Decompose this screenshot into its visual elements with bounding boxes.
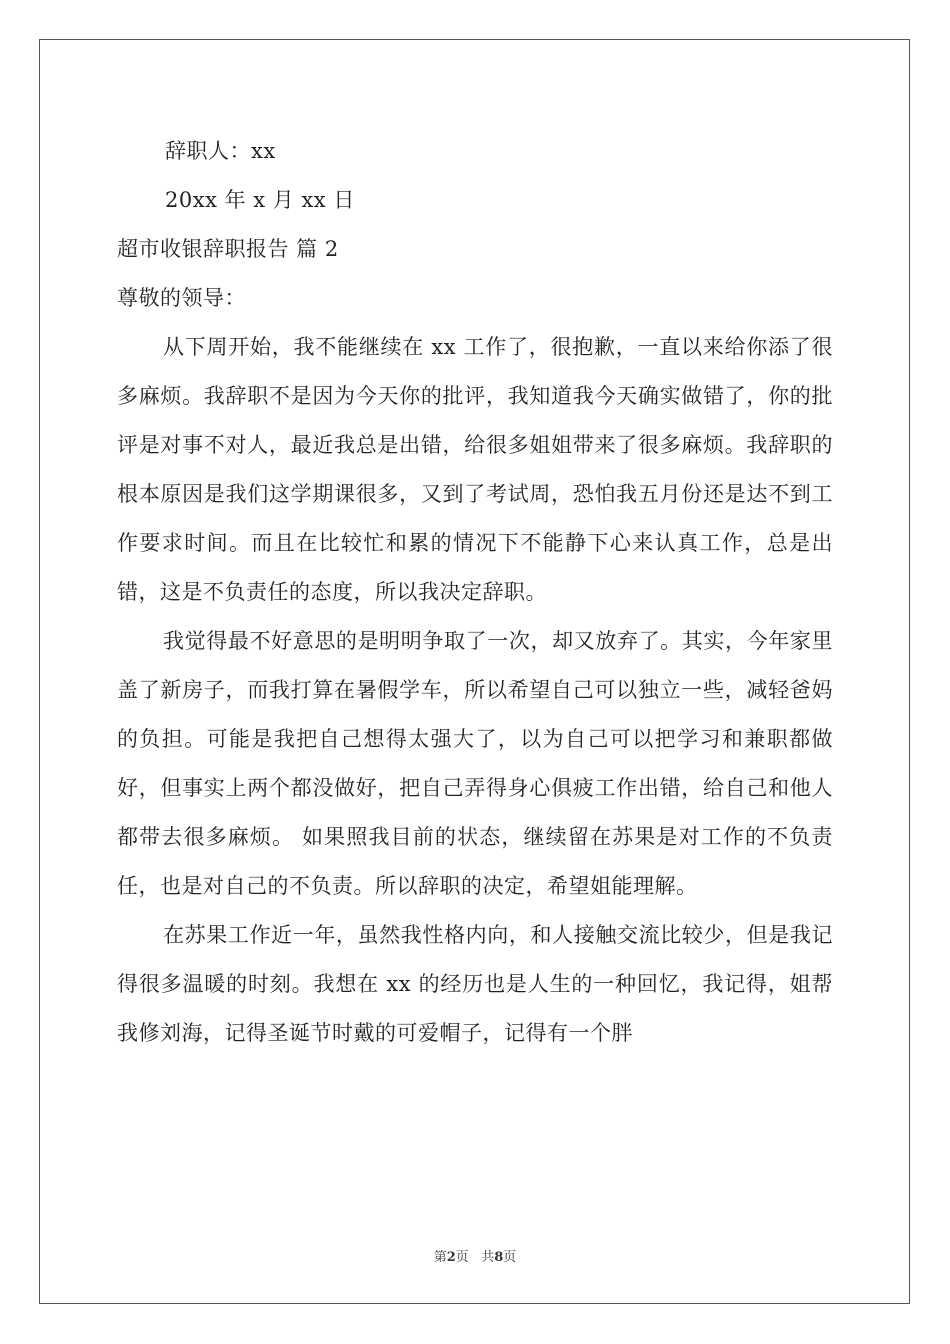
- document-body: [117, 127, 833, 1058]
- page-number: 2: [446, 1250, 456, 1265]
- page-suffix: 页: [455, 1250, 469, 1265]
- total-suffix: 页: [503, 1250, 517, 1265]
- salutation: 尊敬的领导：: [117, 286, 246, 310]
- total-pages: 8: [494, 1250, 504, 1265]
- section-title: 超市收银辞职报告 篇 2: [117, 237, 339, 261]
- letter-date: 20xx 年 x 月 xx 日: [165, 188, 355, 212]
- page-footer: [0, 1246, 950, 1265]
- page-prefix: 第: [433, 1250, 447, 1265]
- signature-label: 辞职人：xx: [165, 139, 276, 163]
- body-paragraph-3: 在苏果工作近一年，虽然我性格内向，和人接触交流比较少，但是我记得很多温暖的时刻。我想在 xx 的经历也是人生的一种回忆，我记得，姐帮我修刘海，记得圣诞节时戴的可爱帽子，记得有一个胖: [117, 923, 833, 1045]
- total-prefix: 共: [481, 1250, 495, 1265]
- body-paragraph-1: 从下周开始，我不能继续在 xx 工作了，很抱歉，一直以来给你添了很多麻烦。我辞职不是因为今天你的批评，我知道我今天确实做错了，你的批评是对事不对人，最近我总是出错，给很多姐姐带来了很多麻烦。我辞职的根本原因是我们这学期课很多，又到了考试周，恐怕我五月份还是达不到工作要求时间。而且在比较忙和累的情况下不能静下心来认真工作，总是出错，这是不负责任的态度，所以我决定辞职。: [117, 335, 833, 604]
- body-paragraph-2: 我觉得最不好意思的是明明争取了一次，却又放弃了。其实，今年家里盖了新房子，而我打算在暑假学车，所以希望自己可以独立一些，减轻爸妈的负担。可能是我把自己想得太强大了，以为自己可以把学习和兼职都做好，但事实上两个都没做好，把自己弄得身心俱疲工作出错，给自己和他人都带去很多麻烦。 如果照我目前的状态，继续留在苏果是对工作的不负责任，也是对自己的不负责。所以辞职的决定，希望姐能理解。: [117, 629, 833, 898]
